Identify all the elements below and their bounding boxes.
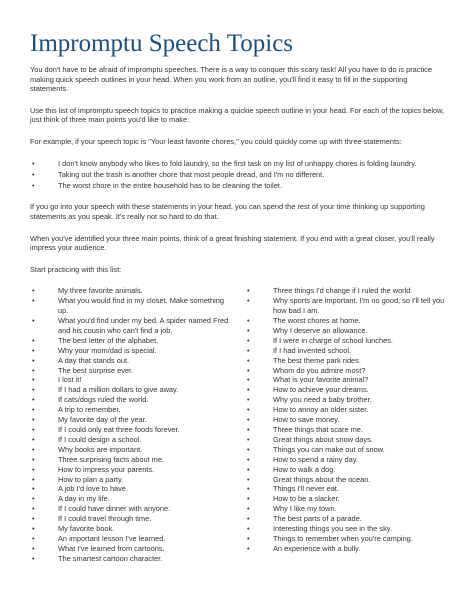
topic-item: • How to walk a dog.: [245, 465, 445, 475]
topic-item: • Things you can make out of snow.: [245, 445, 445, 455]
topic-item: • Things I'll never eat.: [245, 484, 445, 494]
topic-item: • My favorite day of the year.: [30, 415, 230, 425]
topic-item: • A trip to remember.: [30, 405, 230, 415]
topic-item: • Why I like my town.: [245, 504, 445, 514]
topic-item: • Why I deserve an allowance.: [245, 326, 445, 336]
topic-item: • Three surprising facts about me.: [30, 455, 230, 465]
topic-item: • If cats/dogs ruled the world.: [30, 395, 230, 405]
instructions-paragraph: Use this list of impromptu speech topics to practice making a quickie speech outline in your head. For each of the topics below, just think of three main points you'd like to make.: [30, 105, 445, 125]
topic-item: • Why books are important.: [30, 445, 230, 455]
supporting-paragraph: If you go into your speech with these statements in your head, you can spend the rest of your time thinking up supporting statements as you speak. It's really not so hard to do that.: [30, 202, 425, 221]
topic-list-right: [245, 286, 445, 563]
topic-item: • Great things about snow days.: [245, 435, 445, 445]
topic-list-left: [30, 286, 230, 563]
intro-paragraph: You don't have to be afraid of impromptu speeches. There is a way to conquer this scary task! All you have to do is practice making quick speech outlines in your head. When you work from an outline, you'll find it easy to fill in the supporting statements.: [30, 65, 432, 94]
topic-item: • How to be a slacker.: [245, 494, 445, 504]
topic-item: • If I had invented school.: [245, 346, 445, 356]
example-statements-list: [30, 159, 445, 191]
topic-item: • Why you need a baby brother.: [245, 395, 445, 405]
page-title: Impromptu Speech Topics: [30, 30, 294, 57]
example-statement: • I don't know anybody who likes to fold laundry, so the first task on my list of unhappy chores is folding laundry.: [30, 159, 445, 169]
topic-item: • If I could travel through time.: [30, 514, 230, 524]
topic-item: • Whom do you admire most?: [245, 366, 445, 376]
example-statement: • The worst chore in the entire household has to be cleaning the toilet.: [30, 181, 445, 191]
example-statement: • Taking out the trash is another chore that most people dread, and I'm no different.: [30, 170, 445, 180]
topic-item: • How to spend a rainy day.: [245, 455, 445, 465]
topic-item: • How to impress your parents.: [30, 465, 230, 475]
topic-item: • Three things that scare me.: [245, 425, 445, 435]
topic-item: • If I could design a school.: [30, 435, 230, 445]
topic-item: • A day that stands out.: [30, 356, 230, 366]
topic-item: • If I were in charge of school lunches.: [245, 336, 445, 346]
topic-item: • I lost it!: [30, 375, 230, 385]
topic-item: • My favorite book.: [30, 524, 230, 534]
topic-item: • The best theme park rides.: [245, 356, 445, 366]
topic-item: • The smartest cartoon character.: [30, 554, 230, 564]
topic-item: • A job I'd love to have.: [30, 484, 230, 494]
topic-item: • A day in my life.: [30, 494, 230, 504]
topic-item: • The worst chores at home.: [245, 316, 445, 326]
topic-item: • How to plan a party.: [30, 475, 230, 485]
topic-item: • The best surprise ever.: [30, 366, 230, 376]
topic-item: • The best parts of a parade.: [245, 514, 445, 524]
topic-item: • If I could only eat three foods forever.: [30, 425, 230, 435]
topic-item: • How to annoy an older sister.: [245, 405, 445, 415]
start-practicing-paragraph: Start practicing with this list:: [30, 264, 122, 274]
topic-item: • If I could have dinner with anyone.: [30, 504, 230, 514]
topic-item: • What you would find in my closet. Make something up.: [30, 296, 230, 316]
topic-item: • If I had a million dollars to give away.: [30, 385, 230, 395]
topic-item: • Three things I'd change if I ruled the world.: [245, 286, 445, 296]
topic-item: • An experience with a bully.: [245, 544, 445, 554]
topic-item: • Why your mom/dad is special.: [30, 346, 230, 356]
topic-item: • Why sports are important. I'm no good, so I'll tell you how bad I am.: [245, 296, 445, 316]
closer-paragraph: When you've identified your three main points, think of a great finishing statement. If you end with a great closer, you'll really impress your audience.: [30, 233, 435, 253]
topic-item: • Great things about the ocean.: [245, 475, 445, 485]
example-intro-paragraph: For example, if your speech topic is "Your least favorite chores," you could quickly come up with three statements:: [30, 136, 402, 146]
topic-item: • My three favorite animals.: [30, 286, 230, 296]
topic-item: • Things to remember when you're camping.: [245, 534, 445, 544]
topic-item: • What is your favorite animal?: [245, 375, 445, 385]
topic-item: • How to achieve your dreams.: [245, 385, 445, 395]
topic-item: • How to save money.: [245, 415, 445, 425]
topic-item: • An important lesson I've learned.: [30, 534, 230, 544]
topic-item: • The best letter of the alphabet.: [30, 336, 230, 346]
topic-item: • Interesting things you see in the sky.: [245, 524, 445, 534]
topic-item: • What you'd find under my bed. A spider named Fred and his cousin who can't find a job.: [30, 316, 230, 336]
topic-item: • What I've learned from cartoons.: [30, 544, 230, 554]
document-body: [30, 65, 445, 564]
topic-columns: [30, 286, 445, 563]
